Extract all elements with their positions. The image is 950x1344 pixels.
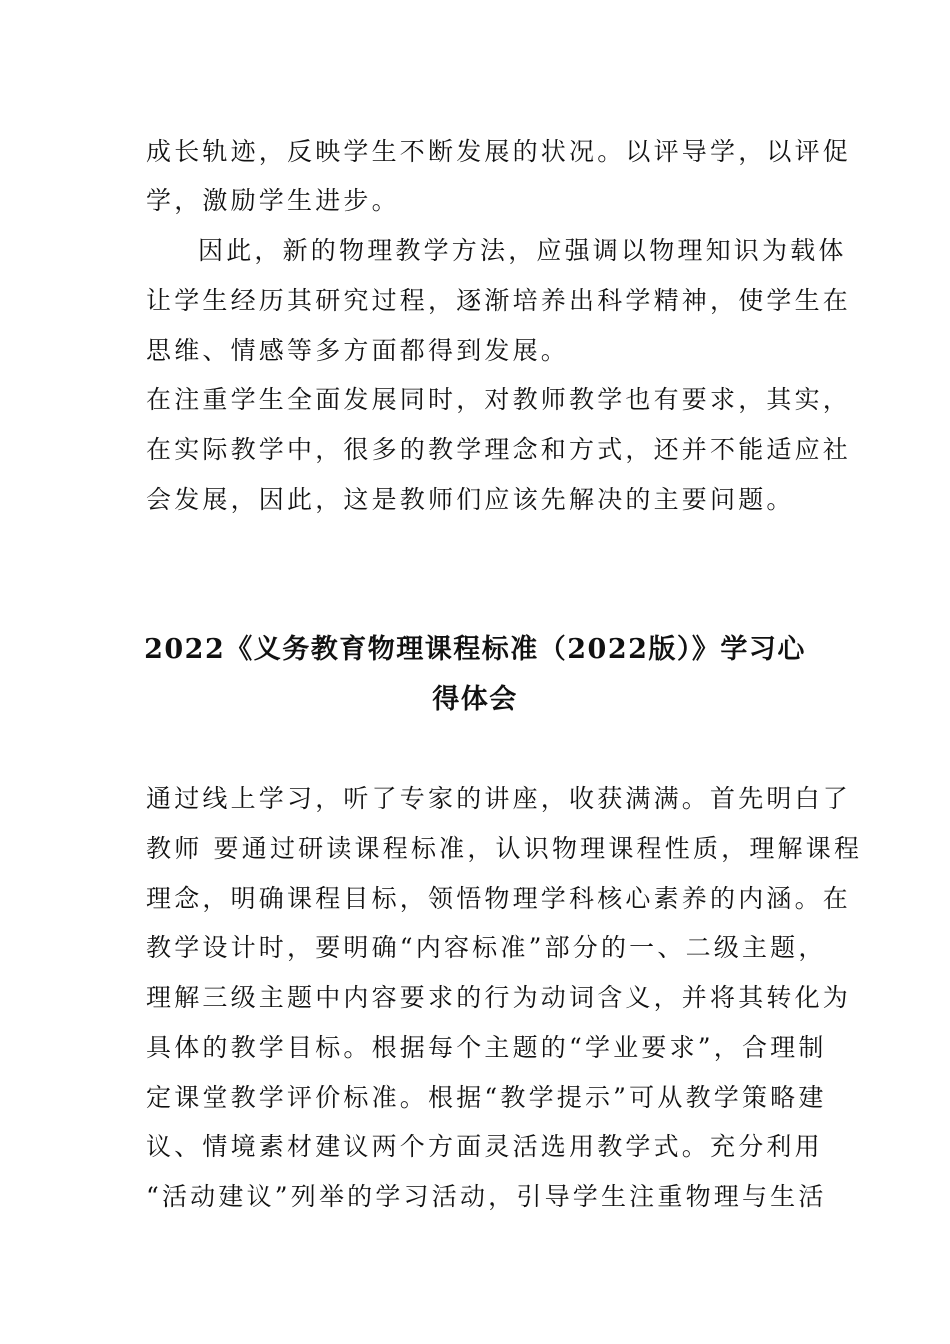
paragraph-line: 理解三级主题中内容要求的行为动词含义，并将其转化为	[146, 983, 852, 1012]
paragraph-line: 教师 要通过研读课程标准，认识物理课程性质，理解课程	[146, 834, 863, 863]
paragraph-line: 教学设计时，要明确“内容标准”部分的一、二级主题，	[146, 933, 827, 962]
paragraph-line: 通过线上学习，听了专家的讲座，收获满满。首先明白了	[146, 784, 852, 813]
paragraph-line: 定课堂教学评价标准。根据“教学提示”可从教学策略建	[146, 1083, 827, 1112]
paragraph-line: 会发展，因此，这是教师们应该先解决的主要问题。	[146, 485, 795, 514]
paragraph-line: 学，激励学生进步。	[146, 186, 400, 215]
paragraph-line: “活动建议”列举的学习活动，引导学生注重物理与生活	[146, 1182, 827, 1211]
paragraph-line: 议、情境素材建议两个方面灵活选用教学式。充分利用	[146, 1132, 823, 1161]
document-title: 2022《义务教育物理课程标准（2022版）》学习心	[144, 634, 806, 665]
paragraph-line: 成长轨迹，反映学生不断发展的状况。以评导学，以评促	[146, 137, 852, 166]
document-title-continued: 得体会	[432, 684, 518, 715]
paragraph-line: 具体的教学目标。根据每个主题的“学业要求”，合理制	[146, 1033, 827, 1062]
paragraph-line: 在注重学生全面发展同时，对教师教学也有要求，其实，	[146, 385, 852, 414]
paragraph-line: 在实际教学中，很多的教学理念和方式，还并不能适应社	[146, 435, 852, 464]
paragraph-line: 思维、情感等多方面都得到发展。	[146, 336, 570, 365]
paragraph-line: 因此，新的物理教学方法，应强调以物理知识为载体	[198, 236, 847, 265]
paragraph-line: 让学生经历其研究过程，逐渐培养出科学精神，使学生在	[146, 286, 852, 315]
paragraph-line: 理念，明确课程目标，领悟物理学科核心素养的内涵。在	[146, 884, 852, 913]
